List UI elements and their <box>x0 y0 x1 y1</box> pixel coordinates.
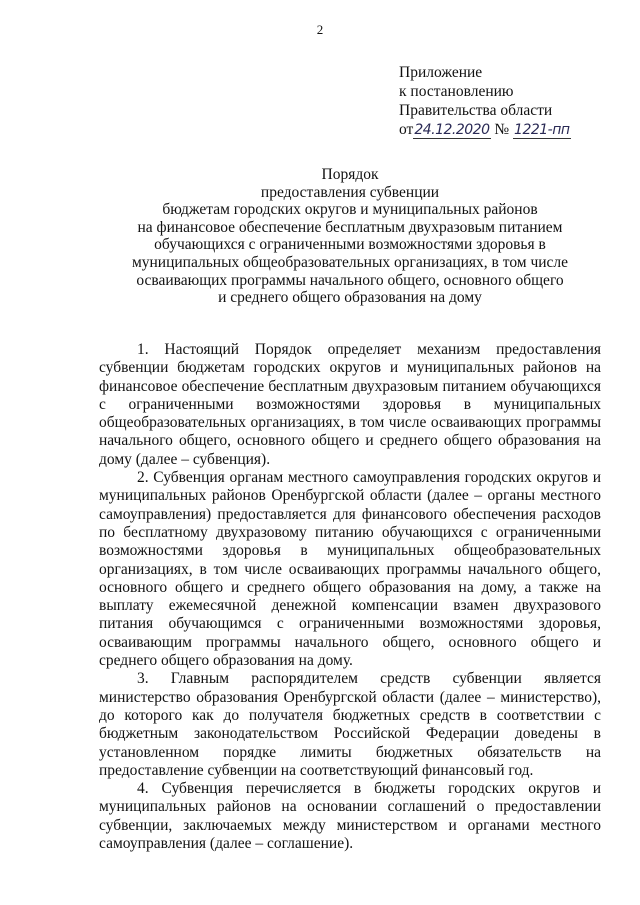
title-line: обучающихся с ограниченными возможностями здоровья в <box>154 236 546 254</box>
title-line: бюджетам городских округов и муниципальных районов <box>162 201 538 219</box>
paragraph-4: 4. Субвенция перечисляется в бюджеты городских округов и муниципальных районов на основании соглашений о предоставлении субвенции, заключаемых между министерством и органами местного самоуправления (далее – соглашение). <box>99 780 601 853</box>
document-body <box>99 341 601 853</box>
appendix-government: Правительства области <box>399 102 553 119</box>
title-line: предоставления субвенции <box>260 183 440 201</box>
paragraph-3: 3. Главным распорядителем средств субвенции является министерство образования Оренбургской области (далее – министерство), до которого как до получателя бюджетных средств в соответствии с бюджетным законодательством Российской Федерации доведены в установленном порядке лимиты бюджетных обязательств на предоставление субвенции на соответствующий финансовый год. <box>99 670 601 779</box>
handwritten-number: 1221-пп <box>514 122 570 138</box>
page-number: 2 <box>316 22 324 37</box>
paragraph-1: 1. Настоящий Порядок определяет механизм предоставления субвенции бюджетам городских округов и муниципальных районов на финансовое обеспечение бесплатным двухразовым питанием обучающихся с ограниченными возможностями здоровья в муниципальных общеобразовательных организациях, в том числе осваивающих программы начального общего, основного общего и среднего общего образования на дому (далее – субвенция). <box>99 341 601 468</box>
title-line: на финансовое обеспечение бесплатным двухразовым питанием <box>137 218 563 236</box>
number-prefix: № <box>494 121 510 138</box>
handwritten-date: 24.12.2020 <box>414 122 490 138</box>
title-line: муниципальных общеобразовательных организациях, в том числе <box>131 253 569 271</box>
document-title <box>90 166 610 307</box>
appendix-title: Приложение <box>399 64 483 81</box>
appendix-resolution: к постановлению <box>399 83 514 100</box>
title-line: Порядок <box>321 166 379 183</box>
title-line: осваивающих программы начального общего, основного общего <box>136 271 564 289</box>
title-line: и среднего общего образования на дому <box>218 289 482 307</box>
paragraph-2: 2. Субвенция органам местного самоуправления городских округов и муниципальных районов Оренбургской области (далее – органы местного самоуправления) предоставляется для финансового обеспечения расходов по бесплатному двухразовому питанию обучающихся с ограниченными возможностями здоровья в муниципальных общеобразовательных организациях, в том числе осваивающих программы начального общего, основного общего и среднего общего образования на дому, а также на выплату ежемесячной денежной компенсации взамен двухразового питания обучающимся с ограниченными возможностями здоровья, осваивающим программы начального общего, основного общего и среднего общего образования на дому. <box>99 469 601 670</box>
appendix-header <box>399 63 631 140</box>
date-prefix: от <box>399 121 414 138</box>
appendix-date-number <box>399 120 631 140</box>
